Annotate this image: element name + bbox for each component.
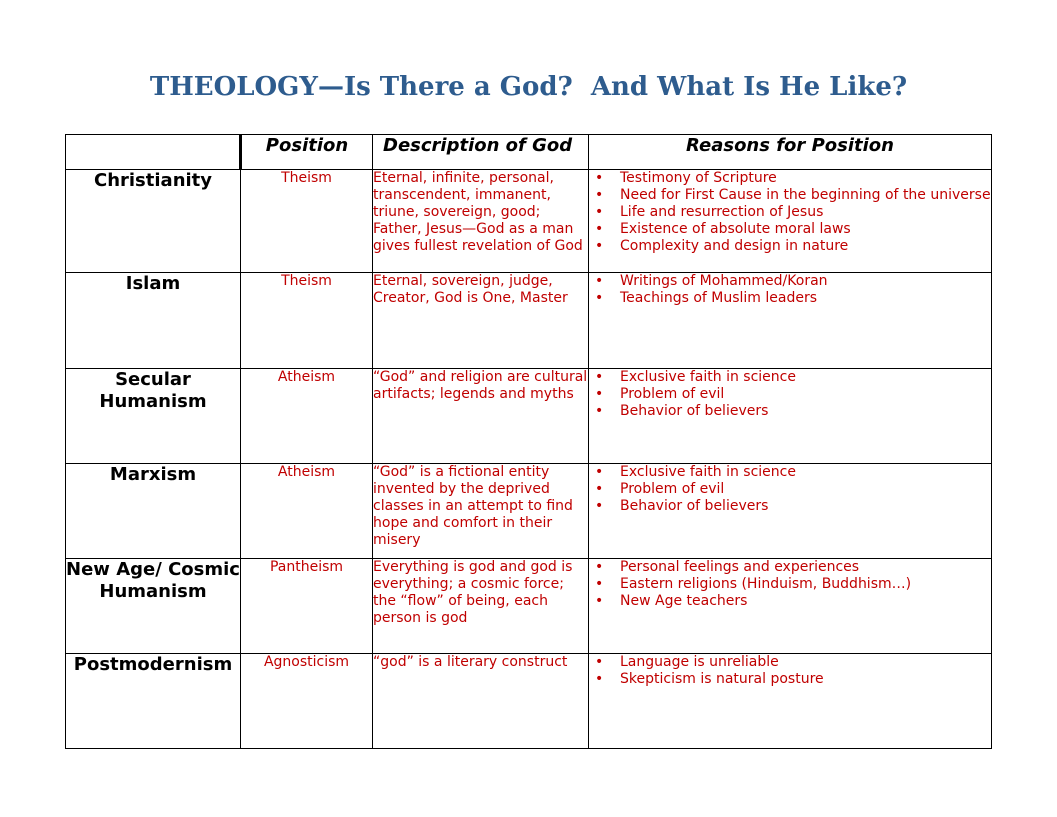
worldview-cell: Marxism — [66, 464, 241, 559]
description-cell: Everything is god and god is everything; a cosmic force; the “flow” of being, each person is god — [373, 559, 589, 654]
table-row-christianity — [66, 170, 992, 273]
reason-item: • Language is unreliable — [595, 654, 779, 670]
description-cell: Eternal, sovereign, judge, Creator, God is One, Master — [373, 273, 589, 369]
reasons-cell — [589, 464, 992, 559]
worldview-cell: New Age/ Cosmic Humanism — [66, 559, 241, 654]
bullet-icon: • — [595, 221, 604, 237]
reasons-list — [589, 464, 991, 515]
position-cell: Atheism — [241, 369, 373, 464]
bullet-icon: • — [595, 559, 604, 575]
bullet-icon: • — [595, 204, 604, 220]
bullet-icon: • — [595, 187, 604, 203]
header-description: Description of God — [373, 135, 589, 170]
bullet-icon: • — [595, 593, 604, 609]
reason-item: • Teachings of Muslim leaders — [595, 290, 818, 306]
position-cell: Atheism — [241, 464, 373, 559]
position-cell: Theism — [241, 273, 373, 369]
table-row-secular-humanism — [66, 369, 992, 464]
reason-item: • Complexity and design in nature — [595, 238, 849, 254]
bullet-icon: • — [595, 386, 604, 402]
reasons-cell — [589, 559, 992, 654]
reason-item: • Eastern religions (Hinduism, Buddhism…) — [595, 576, 912, 592]
worldview-cell: Christianity — [66, 170, 241, 273]
reason-item: • Personal feelings and experiences — [595, 559, 860, 575]
header-position: Position — [241, 135, 373, 170]
reason-item: • Writings of Mohammed/Koran — [595, 273, 828, 289]
worldview-cell: Islam — [66, 273, 241, 369]
bullet-icon: • — [595, 576, 604, 592]
reason-item: • Exclusive faith in science — [595, 464, 796, 480]
table-row-marxism — [66, 464, 992, 559]
table-row-islam — [66, 273, 992, 369]
reason-item: • Existence of absolute moral laws — [595, 221, 851, 237]
reason-item: • Skepticism is natural posture — [595, 671, 824, 687]
bullet-icon: • — [595, 273, 604, 289]
description-cell: “god” is a literary construct — [373, 654, 589, 749]
page-title: THEOLOGY—Is There a God? And What Is He Like? — [149, 72, 908, 102]
description-cell: “God” and religion are cultural artifacts; legends and myths — [373, 369, 589, 464]
reason-item: • New Age teachers — [595, 593, 748, 609]
position-cell: Pantheism — [241, 559, 373, 654]
reasons-cell — [589, 369, 992, 464]
bullet-icon: • — [595, 654, 604, 670]
bullet-icon: • — [595, 403, 604, 419]
reason-item: • Problem of evil — [595, 386, 725, 402]
position-cell: Theism — [241, 170, 373, 273]
header-reasons: Reasons for Position — [589, 135, 992, 170]
description-cell: Eternal, infinite, personal, transcendent, immanent, triune, sovereign, good; Father, Jesus—God as a man gives fullest revelation of God — [373, 170, 589, 273]
reason-item: • Need for First Cause in the beginning of the universe — [595, 187, 991, 203]
description-cell: “God” is a fictional entity invented by the deprived classes in an attempt to find hope and comfort in their misery — [373, 464, 589, 559]
bullet-icon: • — [595, 498, 604, 514]
theology-table — [65, 134, 992, 749]
reason-item: • Exclusive faith in science — [595, 369, 796, 385]
table-row-new-age — [66, 559, 992, 654]
header-worldview — [66, 135, 241, 170]
reason-item: • Behavior of believers — [595, 403, 769, 419]
worldview-cell: Secular Humanism — [66, 369, 241, 464]
reason-item: • Problem of evil — [595, 481, 725, 497]
bullet-icon: • — [595, 290, 604, 306]
reasons-cell — [589, 170, 992, 273]
bullet-icon: • — [595, 170, 604, 186]
header-row — [66, 135, 992, 170]
reasons-list — [589, 273, 991, 307]
bullet-icon: • — [595, 481, 604, 497]
reason-item: • Behavior of believers — [595, 498, 769, 514]
table-row-postmodernism — [66, 654, 992, 749]
reasons-list — [589, 369, 991, 420]
bullet-icon: • — [595, 464, 604, 480]
reasons-cell — [589, 273, 992, 369]
reason-item: • Life and resurrection of Jesus — [595, 204, 824, 220]
position-cell: Agnosticism — [241, 654, 373, 749]
bullet-icon: • — [595, 369, 604, 385]
reasons-list — [589, 170, 991, 255]
bullet-icon: • — [595, 238, 604, 254]
bullet-icon: • — [595, 671, 604, 687]
reasons-list — [589, 559, 991, 610]
worldview-cell: Postmodernism — [66, 654, 241, 749]
reason-item: • Testimony of Scripture — [595, 170, 777, 186]
reasons-list — [589, 654, 991, 688]
reasons-cell — [589, 654, 992, 749]
